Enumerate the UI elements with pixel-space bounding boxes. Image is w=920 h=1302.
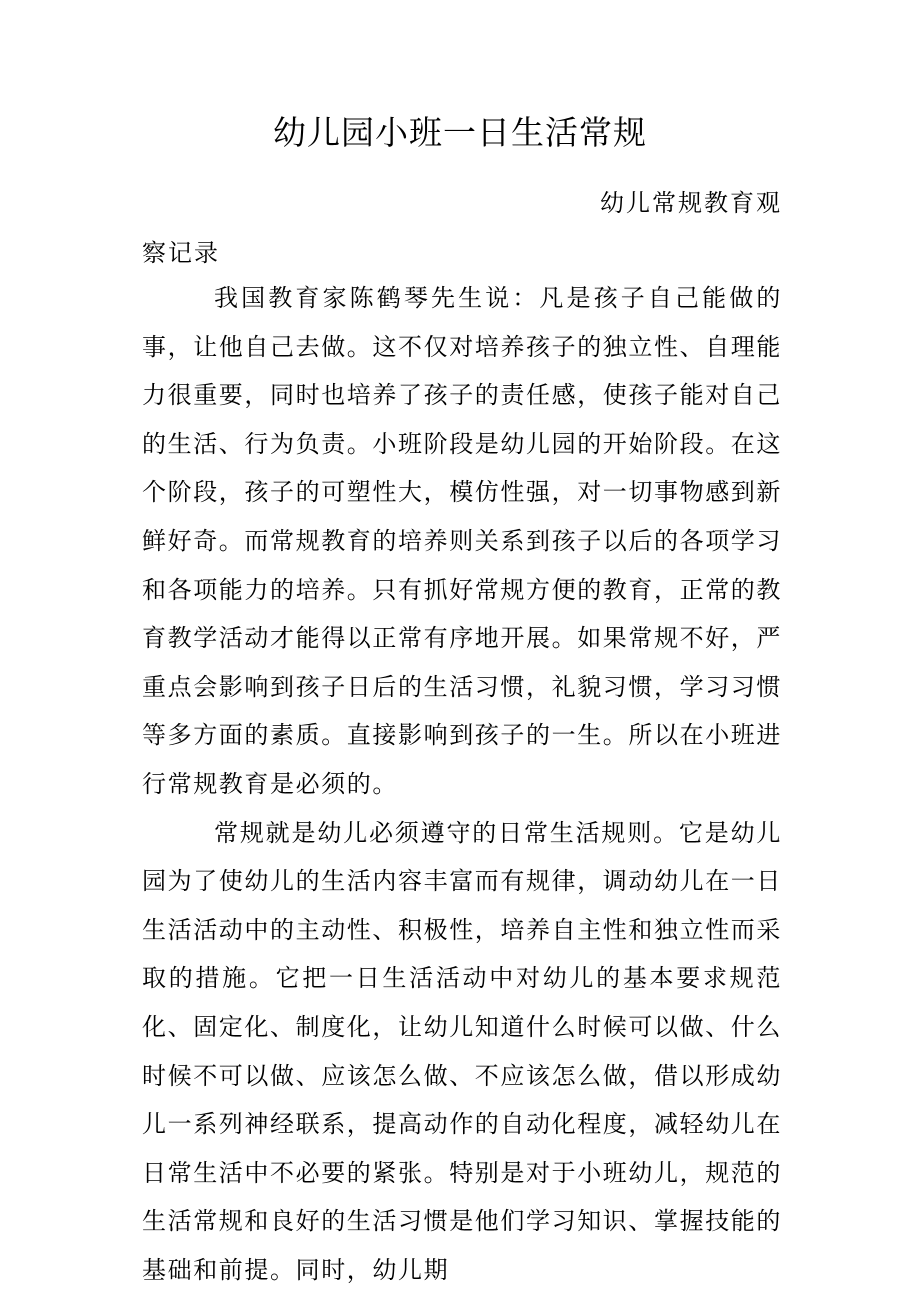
byline-line-2: 察记录 xyxy=(142,239,220,267)
paragraph-1: 我国教育家陈鹤琴先生说：凡是孩子自己能做的事，让他自己去做。这不仅对培养孩子的独立性、自理能力很重要，同时也培养了孩子的责任感，使孩子能对自己的生活、行为负责。小班阶段是幼儿园的开始阶段。在这个阶段，孩子的可塑性大，模仿性强，对一切事物感到新鲜好奇。而常规教育的培养则关系到孩子以后的各项学习和各项能力的培养。只有抓好常规方便的教育，正常的教育教学活动才能得以正常有序地开展。如果常规不好，严重点会影响到孩子日后的生活习惯，礼貌习惯，学习习惯等多方面的素质。直接影响到孩子的一生。所以在小班进行常规教育是必须的。 xyxy=(142,284,782,798)
byline xyxy=(142,178,782,278)
document-body xyxy=(142,274,782,1294)
paragraph-2: 常规就是幼儿必须遵守的日常生活规则。它是幼儿园为了使幼儿的生活内容丰富而有规律，调动幼儿在一日生活活动中的主动性、积极性，培养自主性和独立性而采取的措施。它把一日生活活动中对幼儿的基本要求规范化、固定化、制度化，让幼儿知道什么时候可以做、什么时候不可以做、应该怎么做、不应该怎么做，借以形成幼儿一系列神经联系，提高动作的自动化程度，减轻幼儿在日常生活中不必要的紧张。特别是对于小班幼儿，规范的生活常规和良好的生活习惯是他们学习知识、掌握技能的基础和前提。同时，幼儿期 xyxy=(142,818,782,1284)
byline-line-1: 幼儿常规教育观 xyxy=(600,189,782,217)
document-title: 幼儿园小班一日生活常规 xyxy=(273,113,647,152)
